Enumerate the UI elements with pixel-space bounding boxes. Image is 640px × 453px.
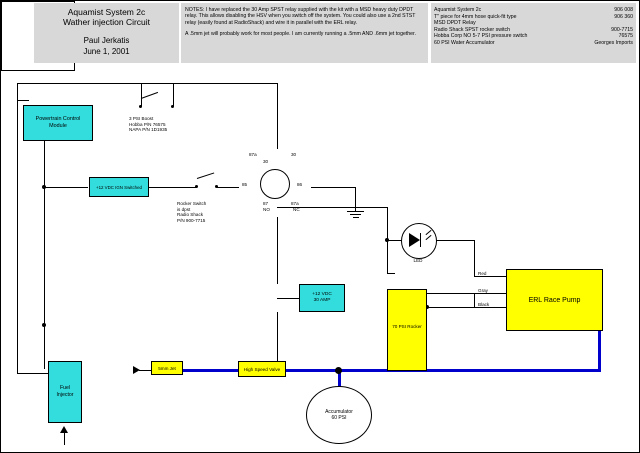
part-name: T" piece for 4mm hose quick-fit type bbox=[434, 13, 517, 20]
wire-led-out bbox=[434, 240, 474, 241]
author-name: Paul Jerkatis bbox=[83, 36, 130, 45]
hsv-label: High Speed Valve bbox=[243, 366, 281, 372]
notes-heading: NOTES: I have replaced the 30 Amp SPST relay supplied with the kit with a MSD heavy duty DPDT relay. This allows disabling the HSV when you switch off the system. You could also use a 2nd STST relay (easily found at RadioShack) and wire it in parallel with the ERL relay. bbox=[185, 7, 416, 26]
jet-flow-arrow bbox=[133, 366, 140, 374]
pcm-label: Powertrain Control Module bbox=[35, 116, 81, 129]
fuse-30amp-block[interactable] bbox=[299, 284, 345, 312]
fuse-label-rating: 30 AMP bbox=[313, 298, 331, 303]
part-number: 900-7715 bbox=[611, 26, 633, 33]
part-name: Hobba Corp NO 5-7 PSI pressure switch bbox=[434, 33, 528, 40]
water-tee-junction bbox=[335, 367, 342, 374]
wire-relay-to-ground bbox=[311, 187, 355, 188]
led-diode-triangle bbox=[409, 233, 420, 247]
relay-coil-symbol bbox=[260, 169, 290, 199]
wire-boost-switch-in bbox=[141, 83, 142, 106]
erl-pump-label: ERL Race Pump bbox=[528, 296, 581, 304]
wire-gray-to-pump bbox=[427, 293, 474, 294]
boost-switch-annotation-line-2: Hobba P/N 76575 bbox=[129, 121, 166, 127]
boost-switch-annotation-line-1: 3 PSI Boost bbox=[129, 116, 154, 121]
notes-second: A .5mm jet will probably work for most people. I am currently running a .5mm AND .6mm jet together. bbox=[185, 31, 416, 38]
parts-list-block bbox=[431, 3, 636, 63]
parts-list-row bbox=[434, 14, 633, 21]
part-number: Georges Imports bbox=[594, 39, 633, 46]
parts-list-row bbox=[434, 20, 633, 27]
rocker-switch-annotation-line-2: is dpst bbox=[177, 206, 191, 212]
boost-switch-annotation bbox=[129, 116, 199, 133]
relay-terminal-30: 30 bbox=[263, 159, 269, 164]
parts-list-row bbox=[434, 33, 633, 40]
accumulator-label-1: Accumulator bbox=[325, 408, 353, 415]
ignition-switched-12v-block[interactable] bbox=[89, 177, 149, 197]
part-name: Radio Shack SPST rocker switch bbox=[434, 26, 511, 33]
junction-dot bbox=[42, 323, 46, 327]
relay-terminal-87a-2: 87a bbox=[291, 201, 299, 206]
wire-relay-87-to-fuse bbox=[277, 217, 278, 284]
wire-label-red: Red bbox=[478, 271, 487, 276]
wire-black-to-pump bbox=[427, 307, 506, 308]
erl-race-pump[interactable] bbox=[506, 269, 603, 331]
relay-terminal-87: 87 bbox=[263, 201, 269, 206]
jet-inlet-line bbox=[139, 370, 151, 371]
wire-boost-to-relay-top bbox=[173, 83, 277, 84]
relay-terminal-nc: NC bbox=[293, 207, 300, 212]
junction-dot bbox=[385, 238, 389, 242]
injector-label-2: Injector bbox=[56, 392, 74, 398]
relay-terminal-87a: 87a bbox=[249, 152, 257, 157]
pressure-switch-label: 70 PSI Rocker bbox=[392, 324, 422, 329]
part-name: MSD DPDT Relay bbox=[434, 20, 476, 27]
part-number: 906 360 bbox=[614, 13, 633, 20]
jet-label: 5mm Jet bbox=[158, 365, 176, 371]
relay-terminal-86: 86 bbox=[297, 182, 303, 187]
wire-pcm-supply bbox=[17, 100, 29, 101]
wire-boost-switch-out bbox=[173, 83, 174, 106]
wire-left-vertical-bus bbox=[17, 83, 18, 373]
wire-fuse-to-hsv bbox=[277, 312, 278, 361]
wire-rocker-to-relay bbox=[217, 187, 239, 188]
ign-12v-label: +12 VDC IGN Switched bbox=[96, 184, 142, 190]
rocker-switch-annotation-line-1: Rocker Switch bbox=[177, 201, 207, 206]
boost-switch-lever bbox=[141, 92, 158, 99]
pressure-switch-70psi[interactable] bbox=[387, 289, 427, 371]
wire-label-gray: Gray bbox=[478, 288, 488, 293]
rocker-switch-annotation bbox=[177, 201, 237, 223]
water-accumulator[interactable] bbox=[306, 386, 372, 444]
part-name: Aquamist System 2c bbox=[434, 7, 482, 13]
led-label: LED bbox=[413, 258, 423, 263]
parts-list-row bbox=[434, 40, 633, 47]
water-line-pump-out bbox=[506, 369, 601, 372]
wire-pcm-to-injector bbox=[44, 141, 45, 369]
powertrain-control-module[interactable] bbox=[23, 105, 93, 141]
rocker-switch-contact bbox=[215, 185, 218, 188]
injector-label-1: Fuel bbox=[59, 385, 71, 391]
title-line-2: Wather injection Circuit bbox=[62, 17, 151, 27]
document-date: June 1, 2001 bbox=[83, 47, 130, 56]
wire-ign-switched-right bbox=[149, 187, 197, 188]
part-name: 60 PSI Water Accumulator bbox=[434, 39, 495, 46]
part-number: 906 008 bbox=[614, 7, 633, 13]
title-line-1: Aquamist System 2c bbox=[67, 7, 146, 17]
led-cathode-bar bbox=[420, 233, 421, 247]
rocker-switch-annotation-line-4: P/N 900-7715 bbox=[177, 217, 206, 223]
accumulator-label-2: 60 PSI bbox=[331, 415, 347, 421]
fuel-injector[interactable] bbox=[48, 361, 82, 423]
notes-block bbox=[181, 3, 428, 63]
title-block bbox=[34, 3, 179, 63]
wire-label-black: Black bbox=[478, 302, 490, 307]
part-number: 76575 bbox=[618, 33, 633, 40]
water-jet[interactable] bbox=[151, 361, 183, 375]
wire-down-to-relay bbox=[277, 83, 278, 149]
wire-led-to-pump bbox=[474, 240, 475, 276]
high-speed-valve[interactable] bbox=[238, 361, 286, 377]
fuel-injector-stem bbox=[64, 431, 65, 445]
wire-fuse-in bbox=[277, 298, 299, 299]
rocker-switch-lever bbox=[197, 172, 214, 179]
parts-list-row bbox=[434, 27, 633, 34]
relay-terminal-85: 85 bbox=[242, 182, 248, 187]
wire-to-pressure-switch bbox=[387, 273, 395, 274]
fuse-label-voltage: +12 VDC bbox=[312, 291, 332, 297]
rocker-switch-pivot bbox=[195, 185, 198, 188]
relay-terminal-30a: 30 bbox=[291, 152, 297, 157]
part-number bbox=[627, 20, 633, 27]
parts-list-row bbox=[434, 7, 633, 14]
relay-terminal-87-no: NO bbox=[263, 207, 270, 212]
wire-top-rail-left bbox=[17, 83, 177, 84]
boost-switch-annotation-line-3: NAPA P/N 1D1935 bbox=[129, 127, 168, 133]
wire-gray-drop bbox=[474, 293, 475, 307]
rocker-switch-annotation-line-3: Radio Shack bbox=[177, 212, 204, 218]
wire-ign-switched-left bbox=[44, 187, 88, 188]
